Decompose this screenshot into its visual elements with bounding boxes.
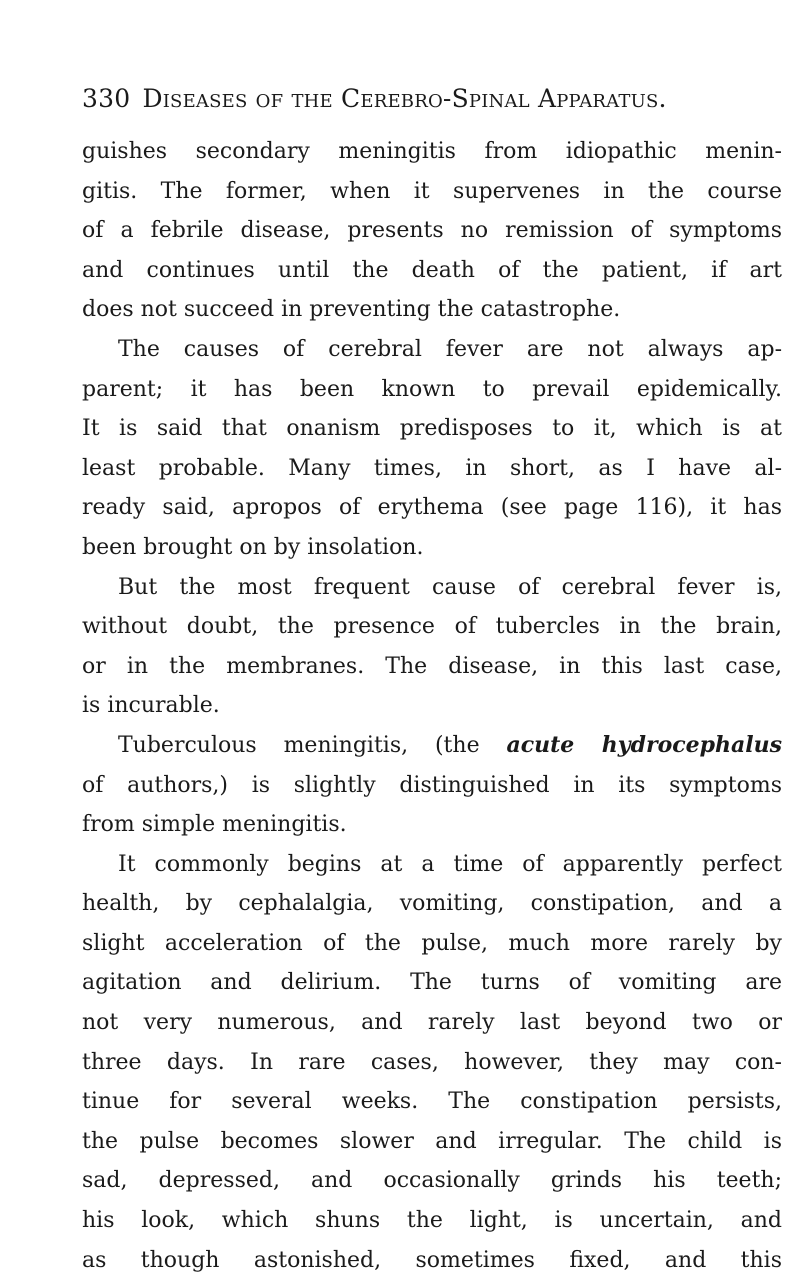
text-line: agitation and delirium. The turns of vomiting are: [82, 970, 782, 996]
text-line: does not succeed in preventing the catastrophe.: [82, 297, 621, 323]
text-line: been brought on by insolation.: [82, 534, 424, 560]
text-line: slight acceleration of the pulse, much more rarely by: [82, 930, 782, 956]
text-line: But the most frequent cause of cerebral fever is,: [118, 574, 782, 600]
text-line: three days. In rare cases, however, they may con-: [82, 1049, 782, 1075]
text-line: is incurable.: [82, 693, 220, 719]
text-line: of authors,) is slightly distinguished in its symptoms: [82, 772, 782, 798]
text-line: ready said, apropos of erythema (see page 116), it has: [82, 495, 782, 521]
text-line: the pulse becomes slower and irregular. The child is: [82, 1128, 782, 1154]
text-line: The causes of cerebral fever are not always ap-: [118, 336, 782, 362]
text-line: It commonly begins at a time of apparently perfect: [118, 851, 782, 877]
text-line: of a febrile disease, presents no remission of symptoms: [82, 218, 782, 244]
text-line: and continues until the death of the patient, if art: [82, 257, 782, 283]
text-line: from simple meningitis.: [82, 812, 347, 838]
text-line: It is said that onanism predisposes to it, which is at: [82, 416, 782, 442]
text-segment: Tuberculous meningitis, (the: [118, 732, 507, 758]
text-line: [82, 726, 782, 766]
italic-term: acute hydrocephalus: [506, 731, 783, 758]
running-head: [82, 84, 782, 113]
text-line: or in the membranes. The disease, in this last case,: [82, 653, 782, 679]
text-line: as though astonished, sometimes fixed, and this: [82, 1247, 782, 1273]
text-line: not very numerous, and rarely last beyond two or: [82, 1010, 782, 1036]
text-line: least probable. Many times, in short, as I have al-: [82, 455, 782, 481]
text-line: his look, which shuns the light, is uncertain, and: [82, 1208, 782, 1234]
text-line: parent; it has been known to prevail epidemically.: [82, 376, 782, 402]
text-line: health, by cephalalgia, vomiting, constipation, and a: [82, 891, 782, 917]
page-number: 330: [82, 84, 131, 113]
text-line: without doubt, the presence of tubercles in the brain,: [82, 614, 782, 640]
text-line: guishes secondary meningitis from idiopathic menin-: [82, 139, 782, 164]
text-line: tinue for several weeks. The constipation persists,: [82, 1089, 782, 1115]
body-text: [82, 132, 782, 1280]
running-title: Diseases of the Cerebro-Spinal Apparatus.: [142, 84, 667, 113]
text-line: gitis. The former, when it supervenes in the course: [82, 178, 782, 204]
text-line: sad, depressed, and occasionally grinds his teeth;: [82, 1168, 782, 1194]
